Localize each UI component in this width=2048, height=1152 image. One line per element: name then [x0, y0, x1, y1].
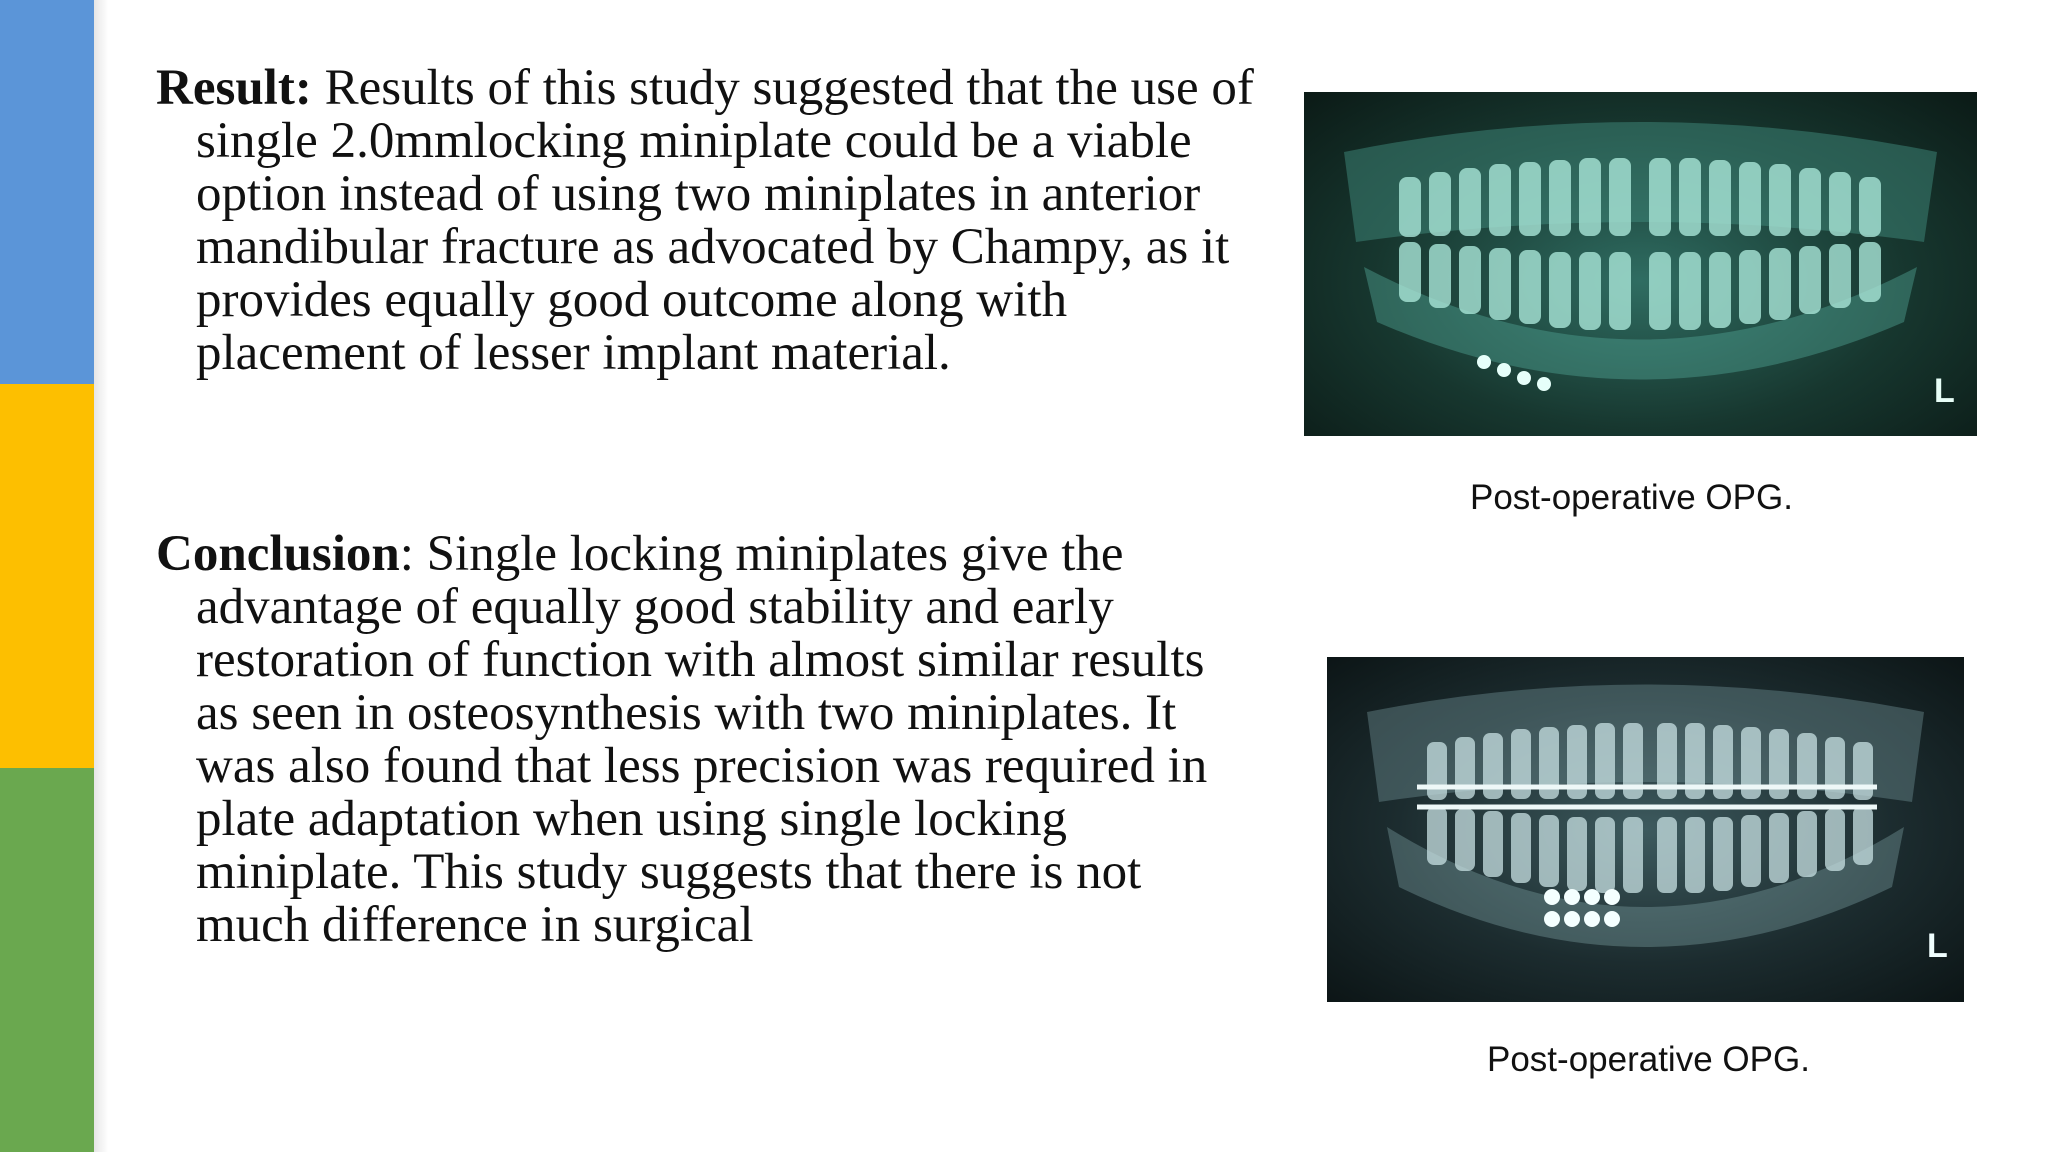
result-paragraph: [156, 62, 1256, 380]
post-operative-opg-image-2: [1327, 657, 1964, 1002]
post-operative-opg-image-1: [1304, 92, 1977, 436]
accent-strip-blue: [0, 0, 94, 384]
strip-shadow: [94, 0, 108, 1152]
result-body: Results of this study suggested that the use of single 2.0mmlocking miniplate could be a viable option instead of using two miniplates in anterior mandibular fracture as advocated by Champy, as it provides equally good outcome along with placement of lesser implant material.: [196, 60, 1254, 381]
conclusion-heading: Conclusion: [156, 526, 400, 582]
accent-strip-green: [0, 768, 94, 1152]
result-heading: Result:: [156, 60, 312, 116]
xray-1-marker: L: [1934, 372, 1955, 410]
xray-2-marker: L: [1927, 927, 1948, 965]
xray-1-drawing: [1304, 92, 1977, 436]
conclusion-body: : Single locking miniplates give the advantage of equally good stability and early restoration of function with almost similar results as seen in osteosynthesis with two miniplates. It was also found that less precision was required in plate adaptation when using single locking miniplate. This study suggests that there is not much difference in surgical: [196, 526, 1208, 953]
conclusion-paragraph: [156, 528, 1256, 952]
accent-strip-yellow: [0, 384, 94, 768]
xray-2-drawing: [1327, 657, 1964, 1002]
image-1-caption: Post-operative OPG.: [1470, 478, 1793, 517]
image-2-caption: Post-operative OPG.: [1487, 1040, 1810, 1079]
